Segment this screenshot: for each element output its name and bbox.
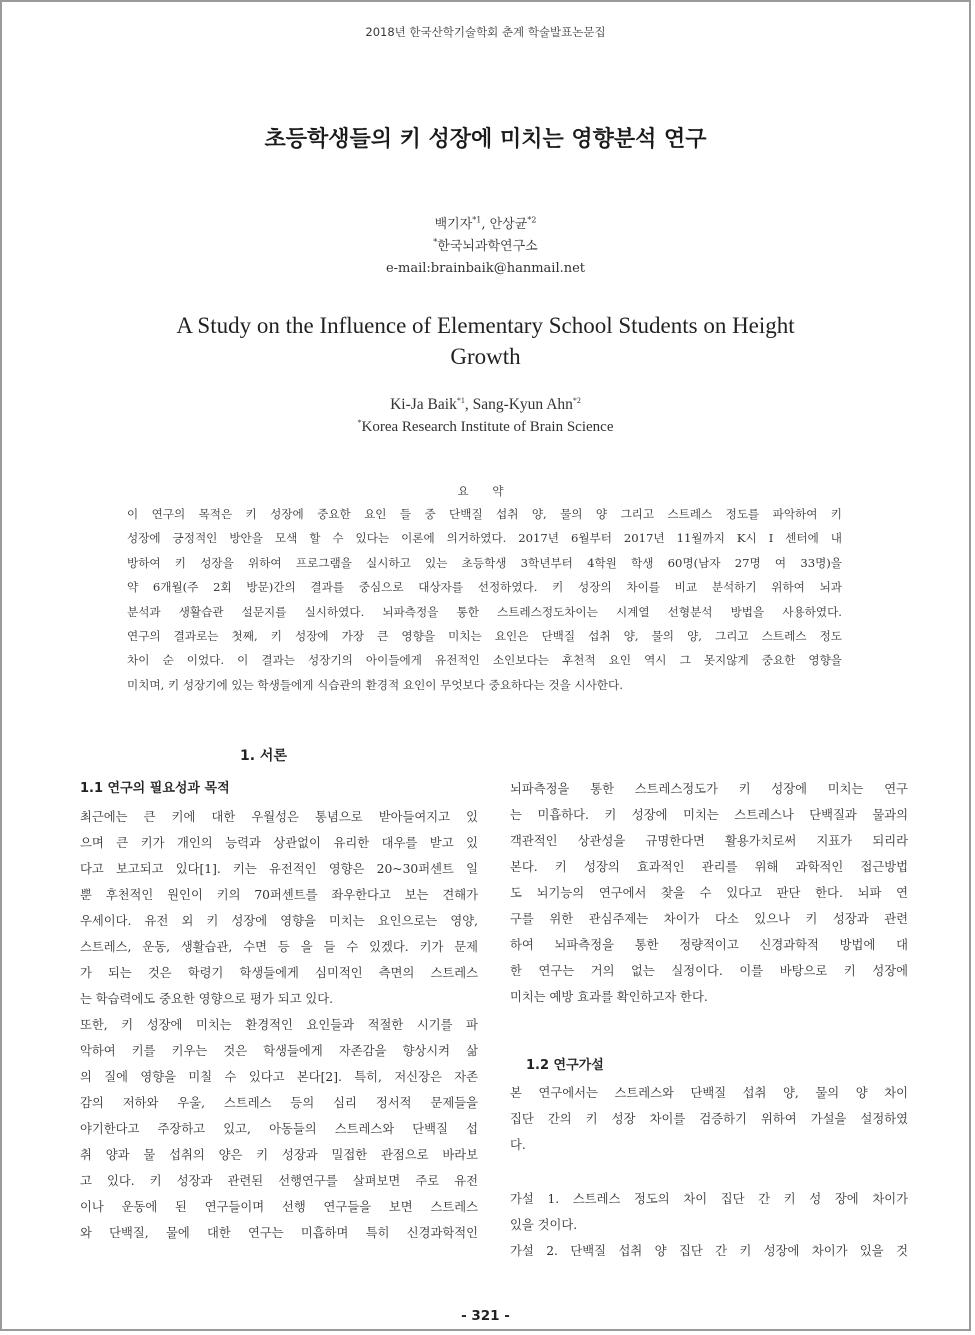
abstract-line: 미치며, 키 성장기에 있는 학생들에게 식습관의 환경적 요인이 무엇보다 중요하다는 것을 시사한다. — [127, 677, 623, 692]
right-column — [510, 776, 908, 1264]
abstract-line: 차이 순 이었다. 이 결과는 성장기의 아이들에게 유전적인 소인보다는 후천적 요인 역시 그 못지않게 중요한 영향을 — [127, 653, 842, 668]
body-line: 뿐 후천적인 원인이 키의 70퍼센트를 좌우한다고 보는 견해가 — [80, 888, 478, 902]
author-2-mark-en: *2 — [572, 395, 581, 405]
english-title: A Study on the Influence of Elementary School Students on Height Growth — [176, 313, 795, 369]
body-line: 하여 뇌파측정을 통한 정량적이고 신경과학적 방법에 대 — [510, 938, 908, 952]
author-separator: , — [481, 217, 490, 232]
body-line: 한 연구는 거의 없는 실정이다. 이를 바탕으로 키 성장에 — [510, 964, 908, 978]
body-line: 의 질에 영향을 미칠 수 있다고 본다[2]. 특히, 저신장은 자존 — [80, 1070, 478, 1084]
body-line: 객관적인 상관성을 규명한다면 활용가치로써 지표가 되리라 — [510, 834, 908, 848]
body-line: 다. — [510, 1138, 526, 1152]
body-line: 또한, 키 성장에 미치는 환경적인 요인들과 적절한 시기를 파 — [80, 1018, 478, 1032]
section-1-title: 1. 서론 — [240, 748, 287, 764]
body-line: 본다. 키 성장의 효과적인 관리를 위해 과학적인 접근방법 — [510, 860, 908, 874]
body-line: 야기한다고 주장하고 있고, 아동들의 스트레스와 단백질 섭 — [80, 1122, 478, 1136]
korean-title: 초등학생들의 키 성장에 미치는 영향분석 연구 — [264, 127, 707, 152]
body-line: 는 미흡하다. 키 성장에 미치는 스트레스나 단백질과 물과의 — [510, 808, 908, 822]
page-number: - 321 - — [461, 1308, 510, 1324]
body-line: 구를 위한 관심주제는 차이가 다소 있으나 키 성장과 관련 — [510, 912, 908, 926]
author-separator-en: , — [464, 396, 473, 413]
spacer — [510, 1010, 908, 1052]
author-1-mark-en: *1 — [456, 395, 465, 405]
korean-affiliation — [2, 236, 969, 258]
subsection-1-1-title: 1.1 연구의 필요성과 목적 — [80, 781, 230, 796]
affiliation-name: 한국뇌과학연구소 — [437, 239, 538, 254]
body-line: 본 연구에서는 스트레스와 단백질 섭취 양, 물의 양 차이 — [510, 1086, 908, 1100]
affiliation-mark: * — [433, 237, 438, 247]
body-line: 이나 운동에 된 연구들이며 선행 연구들을 보면 스트레스 — [80, 1200, 478, 1214]
abstract-line: 분석과 생활습관 설문지를 실시하였다. 뇌파측정을 통한 스트레스정도차이는 시계열 선형분석 방법을 사용하였다. — [127, 604, 842, 619]
running-header: 2018년 한국산학기술학회 춘계 학술발표논문집 — [365, 25, 606, 39]
body-line: 다고 보고되고 있다[1]. 키는 유전적인 영향은 20~30퍼센트 일 — [80, 862, 478, 876]
english-affiliation — [2, 416, 969, 438]
abstract-line: 이 연구의 목적은 키 성장에 중요한 요인 들 중 단백질 섭취 양, 물의 양 그리고 스트레스 정도를 파악하여 키 — [127, 507, 842, 521]
hypothesis-line: 있을 것이다. — [510, 1218, 578, 1232]
body-line: 감의 저하와 우울, 스트레스 등의 심리 정서적 문제들을 — [80, 1096, 478, 1110]
hypothesis-line: 가설 1. 스트레스 정도의 차이 집단 간 키 성 장에 차이가 — [510, 1192, 908, 1206]
abstract-line: 방하여 키 성장을 위하여 프로그램을 실시하고 있는 초등학생 3학년부터 4학원 학생 60명(남자 27명 여 33명)을 — [127, 555, 842, 570]
body-line: 와 단백질, 물에 대한 연구는 미흡하며 특히 신경과학적인 — [80, 1226, 478, 1240]
body-line: 뇌파측정을 통한 스트레스정도가 키 성장에 미치는 연구 — [510, 782, 908, 796]
body-line: 도 뇌기능의 연구에서 찾을 수 있다고 판단 한다. 뇌파 연 — [510, 886, 908, 900]
body-line: 집단 간의 키 성장 차이를 검증하기 위하여 가설을 설정하였 — [510, 1112, 908, 1126]
abstract-line: 성장에 긍정적인 방안을 모색 할 수 있다는 이론에 의거하였다. 2017년 6월부터 2017년 11월까지 K시 I 센터에 내 — [127, 531, 842, 546]
author-1-mark: *1 — [472, 215, 482, 225]
body-line: 최근에는 큰 키에 대한 우월성은 통념으로 받아들여지고 있 — [80, 810, 478, 824]
abstract-heading: 요 약 — [457, 484, 514, 498]
body-line: 으며 큰 키가 개인의 능력과 상관없이 유리한 대우를 받고 있 — [80, 836, 478, 850]
body-line: 고 있다. 키 성장과 관련된 선행연구를 살펴보면 주로 유전 — [80, 1174, 478, 1188]
author-2-name: 안상균 — [489, 217, 528, 232]
affiliation-name-en: Korea Research Institute of Brain Science — [361, 419, 614, 435]
subsection-1-2-title: 1.2 연구가설 — [526, 1058, 604, 1073]
korean-authors-block — [2, 214, 969, 280]
body-line: 미치는 예방 효과를 확인하고자 한다. — [510, 990, 708, 1004]
left-column — [80, 774, 478, 1246]
author-2-name-en: Sang-Kyun Ahn — [472, 396, 573, 413]
english-authors — [2, 394, 969, 416]
author-1-name-en: Ki-Ja Baik — [390, 396, 457, 413]
author-email: e-mail:brainbaik@hanmail.net — [385, 261, 586, 276]
abstract-line: 연구의 결과로는 첫째, 키 성장에 가장 큰 영향을 미치는 요인은 단백질 섭취 양, 물의 양, 그리고 스트레스 정도 — [127, 629, 842, 644]
korean-authors — [2, 214, 969, 236]
affiliation-mark-en: * — [357, 418, 362, 427]
body-line: 스트레스, 운동, 생활습관, 수면 등 을 들 수 있겠다. 키가 문제 — [80, 940, 478, 954]
body-line: 는 학습력에도 중요한 영향으로 평가 되고 있다. — [80, 992, 334, 1006]
hypothesis-line: 가설 2. 단백질 섭취 양 집단 간 키 성장에 차이가 있을 것 — [510, 1244, 908, 1258]
spacer — [510, 1158, 908, 1186]
abstract-line: 약 6개월(주 2회 방문)간의 결과를 중심으로 대상자를 선정하였다. 키 성장의 차이를 비교 분석하기 위하여 뇌과 — [127, 580, 842, 595]
english-authors-block — [2, 394, 969, 438]
body-line: 가 되는 것은 학령기 학생들에게 심미적인 측면의 스트레스 — [80, 966, 478, 980]
body-line: 취 양과 물 섭취의 양은 키 성장과 밀접한 관점으로 바라보 — [80, 1148, 478, 1162]
author-1-name: 백기자 — [434, 217, 473, 232]
body-line: 우세이다. 유전 외 키 성장에 영향을 미치는 요인으로는 영양, — [80, 914, 478, 928]
abstract-body — [127, 502, 842, 697]
author-2-mark: *2 — [527, 215, 537, 225]
body-line: 악하여 키를 키우는 것은 학생들에게 자존감을 향상시켜 삶 — [80, 1044, 478, 1058]
